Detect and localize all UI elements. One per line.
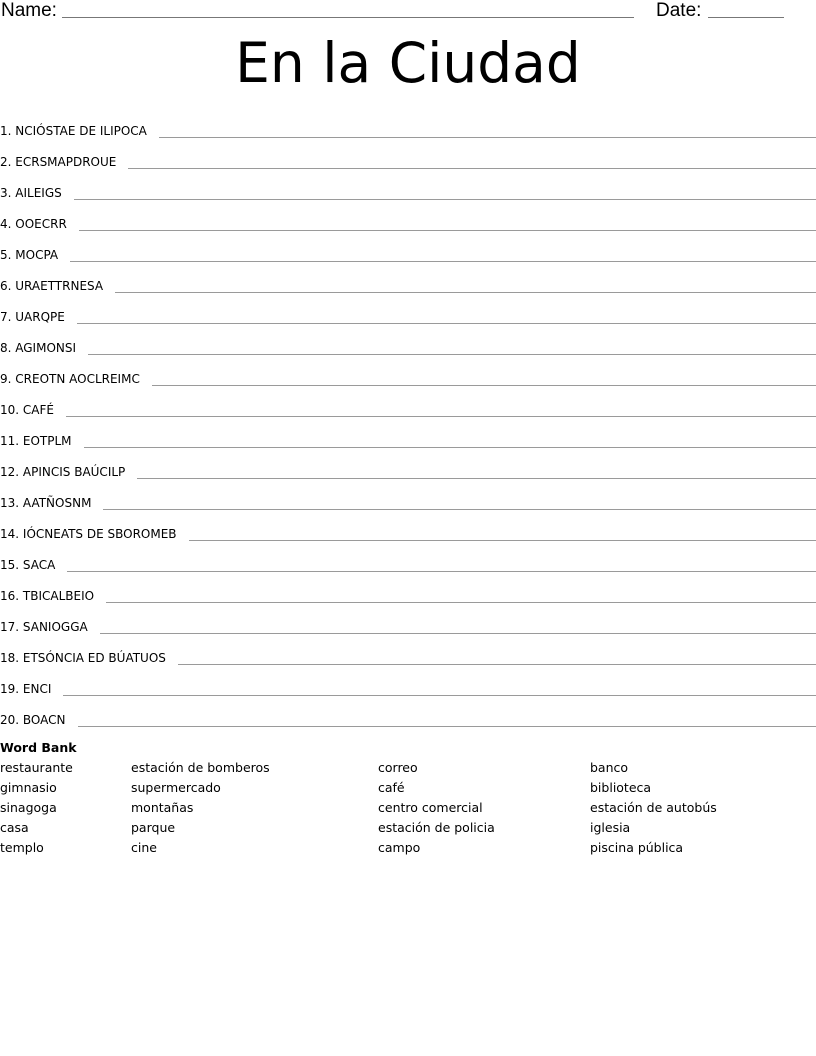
question-row [0,358,816,389]
word-bank-column [131,760,270,860]
word-bank-item: centro comercial [378,800,483,815]
answer-line[interactable] [137,478,816,479]
header-row [0,0,816,22]
word-bank-item: cine [131,840,157,855]
answer-line[interactable] [78,726,816,727]
question-row [0,575,816,606]
question-row [0,606,816,637]
word-bank-item: banco [590,760,629,775]
question-text: 13. AATÑOSNM [0,496,92,510]
name-label: Name: [1,0,57,21]
question-text: 2. ECRSMAPDROUE [0,155,117,169]
question-row [0,110,816,141]
question-row [0,234,816,265]
question-row [0,420,816,451]
word-bank-item: gimnasio [0,780,57,795]
question-row [0,451,816,482]
answer-line[interactable] [152,385,816,386]
word-bank-item: casa [0,820,29,835]
word-bank-item: café [378,780,405,795]
question-row [0,699,816,730]
answer-line[interactable] [67,571,816,572]
question-text: 7. UARQPE [0,310,65,324]
question-text: 5. MOCPA [0,248,59,262]
question-row [0,141,816,172]
question-text: 10. CAFÉ [0,403,54,417]
word-bank-item: correo [378,760,418,775]
word-bank-item: estación de autobús [590,800,717,815]
question-text: 3. AILEIGS [0,186,62,200]
question-row [0,203,816,234]
question-text: 19. ENCI [0,682,52,696]
answer-line[interactable] [159,137,816,138]
answer-line[interactable] [115,292,816,293]
word-bank-item: montañas [131,800,194,815]
answer-line[interactable] [77,323,816,324]
word-bank-item: templo [0,840,44,855]
question-text: 4. OOECRR [0,217,67,231]
word-bank-item: parque [131,820,176,835]
question-row [0,513,816,544]
question-text: 8. AGIMONSI [0,341,77,355]
answer-line[interactable] [70,261,816,262]
question-row [0,482,816,513]
question-text: 12. APINCIS BAÚCILP [0,465,126,479]
question-text: 1. NCIÓSTAE DE ILIPOCA [0,124,147,138]
answer-line[interactable] [88,354,816,355]
question-row [0,668,816,699]
answer-line[interactable] [63,695,816,696]
word-bank-item: supermercado [131,780,221,795]
answer-line[interactable] [84,447,816,448]
question-list [0,110,816,730]
word-bank-item: campo [378,840,421,855]
word-bank-item: sinagoga [0,800,57,815]
question-text: 17. SANIOGGA [0,620,88,634]
question-text: 15. SACA [0,558,56,572]
answer-line[interactable] [128,168,816,169]
word-bank-item: piscina pública [590,840,684,855]
question-row [0,327,816,358]
word-bank-item: iglesia [590,820,631,835]
word-bank-item: estación de policia [378,820,495,835]
word-bank-column [590,760,717,860]
word-bank-column [0,760,73,860]
answer-line[interactable] [74,199,816,200]
date-label: Date: [656,0,702,21]
question-text: 20. BOACN [0,713,66,727]
word-bank-item: biblioteca [590,780,652,795]
question-text: 16. TBICALBEIO [0,589,95,603]
question-row [0,637,816,668]
answer-line[interactable] [178,664,816,665]
date-field[interactable] [708,17,784,18]
answer-line[interactable] [103,509,816,510]
question-text: 18. ETSÓNCIA ED BÚATUOS [0,651,166,665]
question-text: 14. IÓCNEATS DE SBOROMEB [0,527,177,541]
question-text: 11. EOTPLM [0,434,72,448]
word-bank-column [378,760,495,860]
question-text: 6. URAETTRNESA [0,279,104,293]
question-row [0,544,816,575]
answer-line[interactable] [79,230,816,231]
question-text: 9. CREOTN AOCLREIMC [0,372,140,386]
answer-line[interactable] [189,540,816,541]
answer-line[interactable] [100,633,816,634]
answer-line[interactable] [106,602,816,603]
word-bank-item: restaurante [0,760,73,775]
name-field[interactable] [62,17,634,18]
question-row [0,389,816,420]
question-row [0,265,816,296]
page-title: En la Ciudad [235,31,581,95]
answer-line[interactable] [66,416,816,417]
word-bank-title: Word Bank [0,740,77,755]
question-row [0,296,816,327]
word-bank-item: estación de bomberos [131,760,270,775]
question-row [0,172,816,203]
